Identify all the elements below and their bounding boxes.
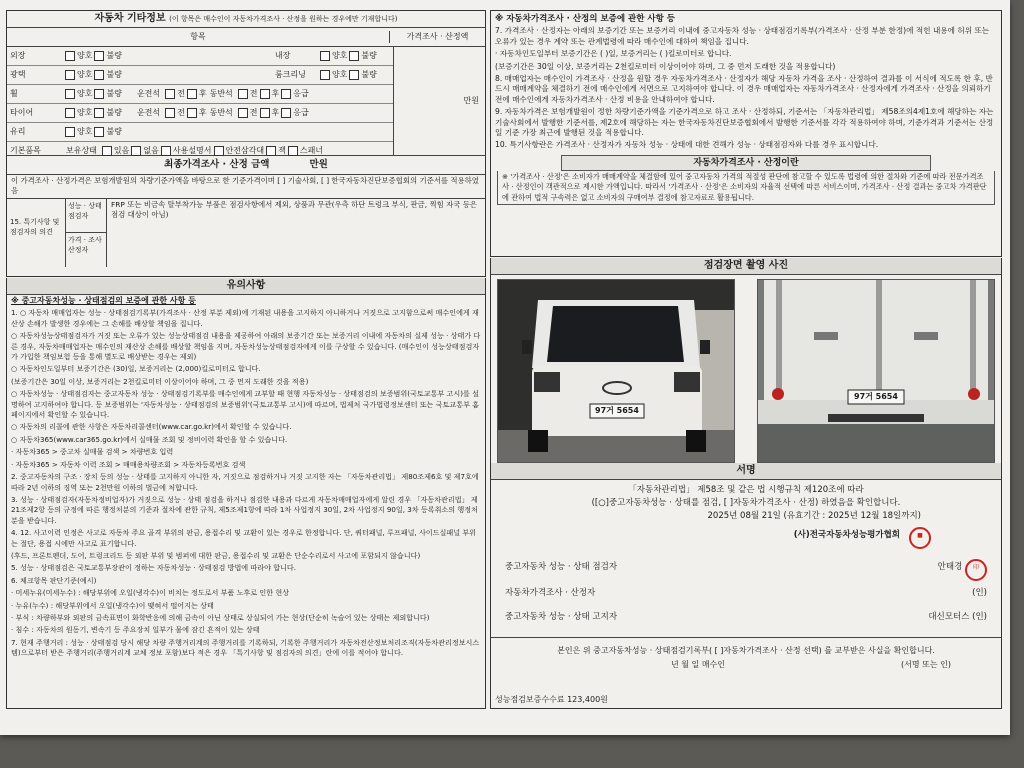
table-row: 기본품목 보유상태 있음 없음 사용설명서 안전삼각대 잭 스패너	[10, 146, 324, 155]
caution-section	[6, 278, 486, 709]
vehicle-rear-photo	[757, 279, 995, 463]
photo-section	[490, 258, 1002, 464]
signature-title: 서명	[491, 463, 1001, 480]
note-item: (보증기간은 30일 이상, 보증거리는 2천킬로미터 이상이어야 하며, 그 중 먼저 도래한 것을 적용합니다)	[495, 61, 836, 71]
table-header-row	[7, 28, 485, 47]
signature-section	[490, 463, 1002, 709]
price-header: 가격조사 · 산정액	[389, 31, 485, 43]
left-column	[6, 10, 486, 717]
special-notes-block	[7, 199, 485, 267]
price-unit: 만원	[463, 96, 479, 105]
sign-line-1: 「자동차관리법」 제58조 및 같은 법 시행규칙 제120조에 따라	[628, 485, 864, 495]
checkbox[interactable]	[94, 108, 104, 118]
note-item: ○ 자동차성능 · 상태점검자는 중고자동차 성능 · 상태점검기록부를 매수인에게 교부할 때 현행 자동차성능 · 상태점검의 보증범위(국토교통부 고시)를 설명하여 고지하여야 합니다. 등 보증범위는 '자동차성능 · 상태점검의 보증범위'(국토교통부 고시)에 따르며, 법제처 국가법령정보센터 또는 국토교통부 홈페이지에서 확인할 수 있습니다.	[11, 389, 480, 420]
vehicle-front-photo	[497, 279, 735, 463]
signer-row: 중고자동차 성능 · 상태 점검자 안태경 印	[491, 555, 1001, 581]
note-item: 7. 가격조사 · 산정자는 아래의 보증기간 또는 보증거리 이내에 중고자동차 성능 · 상태점검기록부(가격조사 · 산정 부분 한정)에 적힌 내용에 허위 또는 오류가 있는 경우 계약 또는 관계법령에 따라 매수인에 대하여 책임을 집니다.	[495, 26, 990, 46]
checkbox[interactable]	[65, 70, 75, 80]
org-name: (사)전국자동차성능평가협회	[793, 530, 901, 540]
note-item: ○ 자동차의 리콜에 관한 사항은 자동차리콜센터(www.car.go.kr)에서 확인할 수 있습니다.	[11, 422, 292, 432]
note-item: (보증기간은 30일 이상, 보증거리는 2천킬로미터 이상이어야 하며, 그 중 먼저 도래한 것을 적용)	[11, 376, 309, 386]
final-price-label: 최종가격조사 · 산정 금액	[164, 159, 270, 170]
note-item: 3. 성능 · 상태점검자(자동차정비업자)가 거짓으로 성능 · 상태 점검을 하거나 점검한 내용과 다르게 자동차매매업자에게 알린 경우 「자동차관리법」 제21조제2항 등의 규정에 따른 행정처분의 기준과 절차에 관한 규칙, 제5조제1항에 따라 1차 사업정지 30일, 2차 사업정지 90일, 3차 등록취소의 행정처분을 받습니다.	[11, 494, 478, 525]
table-row: 외장 양호 불량 내장 양호 불량	[7, 47, 393, 66]
note-item: · 자동차인도일부터 보증기간은 ( )일, 보증거리는 ( )킬로미터로 합니다.	[495, 49, 732, 59]
caution-title: 유의사항	[7, 278, 485, 295]
note-item: 2. 중고자동차의 구조 · 장치 등의 성능 · 상태를 고지하지 아니한 자, 거짓으로 점검하거나 거짓 고지한 자는 「자동차관리법」 제80조제6호 및 제7호에 따라 2년 이하의 징역 또는 2천만원 이하의 벌금에 처합니다.	[11, 472, 479, 492]
checkbox[interactable]	[94, 89, 104, 99]
rear-plate: 97거 5654	[854, 392, 898, 401]
note-item: ○ 자동차365(www.car365.go.kr)에서 실매물 조회 및 정비이력 확인을 할 수 있습니다.	[11, 434, 288, 444]
special-sub-inspector: 성능 · 상태 점검자	[66, 199, 106, 234]
note-item: 10. 특기사항란은 가격조사 · 산정자가 자동차 성능 · 상태에 대한 견해가 성능 · 상태점검자와 다를 경우 표시합니다.	[495, 140, 879, 150]
checkbox[interactable]	[349, 51, 359, 61]
checkbox[interactable]	[65, 51, 75, 61]
note-item: (후드, 프론트펜더, 도어, 트렁크리드 등 외판 부위 및 범퍼에 대한 판금, 용접수리 및 교환은 단순수리로서 사고에 포함되지 않습니다)	[11, 550, 421, 560]
checkbox[interactable]	[349, 70, 359, 80]
note-item: ○ 자동차성능상태점검자가 거짓 또는 오류가 있는 성능상태점검 내용을 제공하여 아래의 보증기간 또는 보증거리 이내에 자동차의 실제 성능 · 상태가 다른 경우, 자동차매매업자는 매수인의 재산상 손해를 배상할 책임을 지며, 자동차성능상태점검자에게 이를 구상할 수 있습니다. (매수인이 성능상태점검자가 가입한 책임보험 등을 통해 별도로 배상받는 경우는 제외)	[11, 331, 481, 362]
signature-stamp-icon: 印	[965, 559, 987, 581]
note-item: · 미세누유(미세누수) : 해당부위에 오일(냉각수)이 비치는 정도로서 부품 노후로 인한 현상	[11, 588, 290, 598]
receipt-text: 본인은 위 중고자동차성능 · 상태점검기록부( [ ]자동차가격조사 · 산정 선택) 를 교부받은 사실을 확인합니다.	[557, 646, 935, 655]
checkbox[interactable]	[65, 127, 75, 137]
note-item: · 누유(누수) : 해당부위에서 오일(냉각수)이 맺혀서 떨어지는 상태	[11, 600, 214, 610]
right-column	[490, 10, 1002, 717]
note-item: 7. 현재 주행거리 : 성능 · 상태점검 당시 해당 차량 주행거리계의 주행거리를 기록하되, 기록한 주행거리가 자동차전산정보처리조직(자동차관리정보시스템)으로부터 받은 주행거리(주행거리계 교체 정보 포함)보다 적은 경우 「특기사항 및 점검자의 의견」란에 이를 적어야 합니다.	[11, 637, 480, 658]
other-info-title: 자동차 기타정보	[94, 13, 166, 24]
price-warranty-section	[490, 10, 1002, 257]
signers-list	[491, 555, 1001, 629]
checkbox[interactable]	[65, 108, 75, 118]
frp-note: FRP 또는 비금속 탈부착가능 부품은 점검사항에서 제외, 상품과 무관(우측 하단 트렁크 부식, 판금, 찍힘 자국 등은 점검 대상이 아님)	[111, 199, 478, 220]
note-item: ○ 자동차인도일부터 보증기간은 (30)일, 보증거리는 (2,000)킬로미터로 합니다.	[11, 364, 261, 374]
price-warranty-title: ※ 자동차가격조사 · 산정의 보증에 관한 사항 등	[495, 14, 676, 24]
price-notice: 이 가격조사 · 산정가격은 보험개발원의 차량기준가액을 바탕으로 한 기준가격이며 [ ] 기술사회, [ ] 한국자동차진단보증협회의 기준서를 적용하였음	[7, 175, 485, 199]
receipt-sign: (서명 또는 인)	[901, 660, 951, 669]
price-warranty-notes	[491, 25, 1001, 151]
receipt-date: 년 월 일 매수인	[671, 660, 725, 669]
note-item: · 부식 : 차량하부와 외판의 금속표면이 화학반응에 의해 금속이 아닌 상태로 상실되어 가는 현상(단순히 녹슬어 있는 상태는 제외합니다)	[11, 612, 430, 622]
caution-notes	[7, 307, 485, 659]
note-item: 5. 성능 · 상태점검은 국토교통부장관이 정하는 자동차성능 · 상태점검 방법에 따라야 합니다.	[11, 563, 297, 573]
note-item: · 자동차365 > 자동차 이력 조회 > 매매용차량조회 > 자동차등록번호 검색	[11, 459, 246, 469]
item-header: 항목	[190, 32, 206, 41]
truck-rear-image	[758, 280, 994, 462]
checkbox[interactable]	[94, 51, 104, 61]
checkbox[interactable]	[320, 70, 330, 80]
note-item: 4. 12. 사고이력 인정은 사고로 자동차 주요 골격 부위의 판금, 용접수리 및 교환이 있는 경우로 한정합니다. 단, 쿼터패널, 루프패널, 사이드실패널 부위는 절단, 용접 시에만 사고로 표기합니다.	[11, 528, 477, 548]
checkbox[interactable]	[65, 89, 75, 99]
table-row: 휠 양호 불량 운전석 전 후 동반석 전 후 응급	[7, 85, 393, 104]
note-item: · 침수 : 자동차의 원동기, 변속기 등 주요장치 일부가 물에 잠긴 흔적이 있는 상태	[11, 625, 260, 635]
signer-row: 중고자동차 성능 · 상태 고지자 대신모터스 (인)	[505, 612, 987, 622]
note-item: 1. ○ 자동차 매매업자는 성능 · 상태점검기록부(가격조사 · 산정 부분 제외)에 기재된 내용을 고지하지 아니하거나 거짓으로 고지함으로써 매수인에게 재산상 손해가 발생한 경우에는 그 손해를 배상할 책임을 집니다.	[11, 308, 479, 328]
receipt-block	[491, 637, 1001, 678]
checkbox[interactable]	[94, 127, 104, 137]
table-row: 타이어 양호 불량 운전석 전 후 동반석 전 후 응급	[7, 104, 393, 123]
table-row: 유리 양호 불량	[7, 123, 393, 142]
note-item: 9. 자동차가격은 보험개발원이 정한 차량기준가액을 기준가격으로 하고 조사 · 산정하되, 기준서는 「자동차관리법」 제58조의4제1호에 해당하는 자는 기술사회에서 발행한 기준서를, 제2호에 해당하는 자는 한국자동차진단보증협회에서 발행한 기준서를 각각 적용하여야 하며, 기준가격과 기준서는 산정일 기준 가장 최근에 발행된 것을 적용합니다.	[495, 107, 994, 138]
sign-line-2: ([○]중고자동차성능 · 상태를 점검, [ ]자동차가격조사 · 산정) 하였음을 확인합니다.	[591, 498, 901, 508]
special-sub-appraiser: 가격 · 조사 산정자	[68, 236, 102, 255]
photo-title: 점검장면 촬영 사진	[491, 258, 1001, 275]
final-price-unit: 만원	[309, 159, 328, 170]
checkbox[interactable]	[320, 51, 330, 61]
note-item: 8. 매매업자는 매수인이 가격조사 · 산정을 원할 경우 자동차가격조사 · 산정자가 해당 자동차 가격을 조사 · 산정하여 결과를 이 서식에 적도록 한 후, 반드시 매매계약을 체결하기 전에 매수인에게 서면으로 고지하여야 합니다. 이 경우 매매업자는 자동차가격조사 · 산정자에게 가격조사 · 산정을 의뢰하기 전에 매수인에게 자동차가격조사 · 산정 비용을 안내하여야 합니다.	[495, 74, 993, 104]
other-info-table	[6, 10, 486, 277]
truck-front-image	[498, 280, 734, 462]
front-plate: 97거 5654	[595, 406, 639, 415]
note-item: · 자동차365 > 중고차 실매물 검색 > 차량번호 입력	[11, 447, 174, 457]
other-info-note: (이 항목은 매수인이 자동차가격조사 · 산정을 원하는 경우에만 기재합니다)	[169, 15, 398, 23]
table-row: 광택 양호 불량 룸크리닝 양호 불량	[7, 66, 393, 85]
appraisal-def-text: ※ '가격조사 · 산정'은 소비자가 매매계약을 체결함에 있어 중고자동차 가격의 적절성 판단에 참고할 수 있도록 법령에 의한 절차와 기준에 따라 전문가격조사 · 산정인이 객관적으로 제시한 가액입니다. 따라서 '가격조사 · 산정'은 소비자의 자율적 선택에 따른 서비스이며, 가격조사 · 산정 결과는 중고차 가격판단에 관하여 법적 구속력은 없고 소비자의 구매여부 결정에 참고자료로 활용됩니다.	[497, 171, 995, 205]
special-label: 15. 특기사항 및 점검자의 의견	[7, 199, 66, 267]
appraisal-def-title: 자동차가격조사 · 산정이란	[561, 155, 931, 171]
options-block	[7, 47, 485, 156]
note-item: 6. 체크항목 판단기준(예시)	[11, 575, 97, 585]
sign-date: 2025년 08월 21일 (유효기간 : 2025년 12월 18일까지)	[707, 511, 921, 521]
signer-row: 자동차가격조사 · 산정자 (인)	[505, 588, 987, 598]
inspection-fee: 성능점검보증수수료 123,400원	[495, 695, 608, 704]
warranty-title: ※ 중고자동차성능 · 상태점검의 보증에 관한 사항 등	[11, 296, 196, 305]
checkbox[interactable]	[94, 70, 104, 80]
org-seal-icon: ■	[909, 527, 931, 549]
